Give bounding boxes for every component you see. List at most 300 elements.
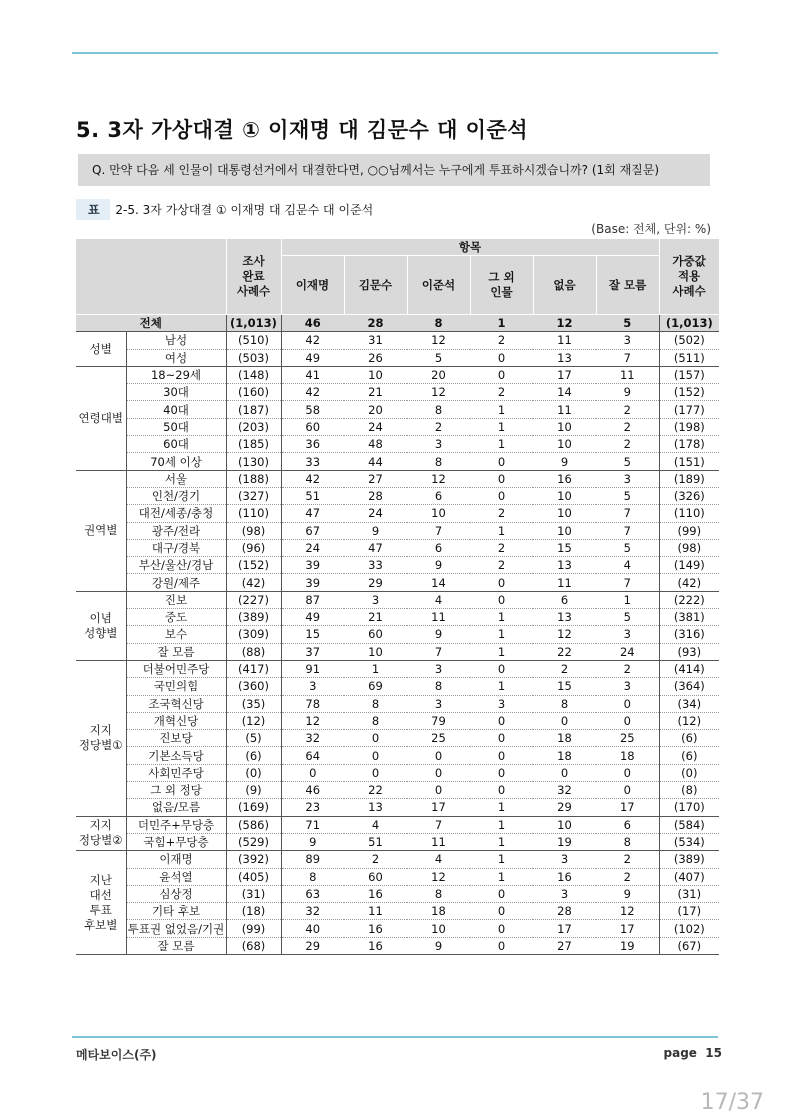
row-label: 40대 xyxy=(126,401,226,418)
percent-cell: 8 xyxy=(596,833,659,850)
percent-cell: 12 xyxy=(533,626,596,643)
percent-cell: 8 xyxy=(407,678,470,695)
weighted-count: (67) xyxy=(659,937,719,954)
group-label: 권역별 xyxy=(76,470,126,591)
row-label: 서울 xyxy=(126,470,226,487)
percent-cell: 24 xyxy=(281,539,344,556)
percent-cell: 0 xyxy=(470,903,533,920)
percent-cell: 10 xyxy=(533,436,596,453)
row-label: 50대 xyxy=(126,418,226,435)
table-row xyxy=(76,522,719,539)
percent-cell: 28 xyxy=(344,487,407,504)
sample-count: (5) xyxy=(226,730,281,747)
percent-cell: 28 xyxy=(533,903,596,920)
percent-cell: 8 xyxy=(407,885,470,902)
weighted-count: (98) xyxy=(659,539,719,556)
percent-cell: 0 xyxy=(470,470,533,487)
row-label: 여성 xyxy=(126,349,226,366)
percent-cell: 6 xyxy=(407,539,470,556)
percent-cell: 10 xyxy=(344,643,407,660)
percent-cell: 13 xyxy=(533,557,596,574)
sample-count: (188) xyxy=(226,470,281,487)
sample-count: (68) xyxy=(226,937,281,954)
percent-cell: 4 xyxy=(344,816,407,833)
percent-cell: 44 xyxy=(344,453,407,470)
header-col: 김문수 xyxy=(344,256,407,315)
total-value: 28 xyxy=(344,315,407,332)
percent-cell: 1 xyxy=(344,660,407,677)
sample-count: (360) xyxy=(226,678,281,695)
percent-cell: 2 xyxy=(596,401,659,418)
percent-cell: 8 xyxy=(344,712,407,729)
header-weighted xyxy=(659,239,719,315)
weighted-count: (110) xyxy=(659,505,719,522)
percent-cell: 15 xyxy=(281,626,344,643)
table-row xyxy=(76,678,719,695)
table-tag: 표 xyxy=(76,199,110,220)
table-row xyxy=(76,937,719,954)
percent-cell: 2 xyxy=(407,418,470,435)
weighted-count: (6) xyxy=(659,747,719,764)
top-divider xyxy=(72,52,718,54)
percent-cell: 0 xyxy=(281,764,344,781)
row-label: 중도 xyxy=(126,609,226,626)
percent-cell: 10 xyxy=(533,505,596,522)
percent-cell: 0 xyxy=(470,730,533,747)
percent-cell: 1 xyxy=(470,816,533,833)
percent-cell: 16 xyxy=(533,470,596,487)
percent-cell: 60 xyxy=(344,868,407,885)
percent-cell: 2 xyxy=(344,851,407,868)
row-label: 진보당 xyxy=(126,730,226,747)
table-row xyxy=(76,349,719,366)
weighted-count: (177) xyxy=(659,401,719,418)
total-value: 5 xyxy=(596,315,659,332)
sample-count: (88) xyxy=(226,643,281,660)
table-row xyxy=(76,868,719,885)
percent-cell: 5 xyxy=(596,609,659,626)
table-row xyxy=(76,660,719,677)
row-label: 잘 모름 xyxy=(126,937,226,954)
weighted-count: (149) xyxy=(659,557,719,574)
row-label: 기타 후보 xyxy=(126,903,226,920)
percent-cell: 10 xyxy=(533,418,596,435)
percent-cell: 60 xyxy=(344,626,407,643)
table-row xyxy=(76,851,719,868)
percent-cell: 1 xyxy=(470,436,533,453)
percent-cell: 8 xyxy=(533,695,596,712)
percent-cell: 12 xyxy=(407,470,470,487)
percent-cell: 1 xyxy=(470,401,533,418)
percent-cell: 17 xyxy=(533,366,596,383)
percent-cell: 2 xyxy=(470,332,533,349)
weighted-count: (99) xyxy=(659,522,719,539)
percent-cell: 3 xyxy=(596,470,659,487)
weighted-count: (17) xyxy=(659,903,719,920)
weighted-count: (502) xyxy=(659,332,719,349)
percent-cell: 4 xyxy=(407,591,470,608)
table-row xyxy=(76,453,719,470)
sample-count: (152) xyxy=(226,557,281,574)
table-row xyxy=(76,332,719,349)
weighted-count: (389) xyxy=(659,851,719,868)
group-label: 연령대별 xyxy=(76,366,126,470)
sample-count: (6) xyxy=(226,747,281,764)
header-sample-label: 조사 완료 사례수 xyxy=(236,254,271,298)
table-row xyxy=(76,366,719,383)
percent-cell: 4 xyxy=(407,851,470,868)
percent-cell: 58 xyxy=(281,401,344,418)
percent-cell: 2 xyxy=(470,505,533,522)
percent-cell: 3 xyxy=(533,885,596,902)
group-label: 이념 성향별 xyxy=(76,591,126,660)
percent-cell: 91 xyxy=(281,660,344,677)
percent-cell: 7 xyxy=(596,522,659,539)
percent-cell: 19 xyxy=(533,833,596,850)
table-row xyxy=(76,384,719,401)
percent-cell: 0 xyxy=(407,747,470,764)
percent-cell: 89 xyxy=(281,851,344,868)
percent-cell: 11 xyxy=(533,401,596,418)
weighted-count: (178) xyxy=(659,436,719,453)
percent-cell: 24 xyxy=(596,643,659,660)
header-items: 항목 xyxy=(281,239,659,256)
weighted-count: (584) xyxy=(659,816,719,833)
percent-cell: 12 xyxy=(281,712,344,729)
percent-cell: 32 xyxy=(533,782,596,799)
percent-cell: 1 xyxy=(470,609,533,626)
total-value: 46 xyxy=(281,315,344,332)
percent-cell: 7 xyxy=(407,816,470,833)
percent-cell: 0 xyxy=(344,764,407,781)
percent-cell: 20 xyxy=(407,366,470,383)
percent-cell: 2 xyxy=(596,868,659,885)
percent-cell: 9 xyxy=(407,557,470,574)
percent-cell: 29 xyxy=(344,574,407,591)
table-row xyxy=(76,920,719,937)
row-label: 심상정 xyxy=(126,885,226,902)
sample-count: (187) xyxy=(226,401,281,418)
row-label: 18~29세 xyxy=(126,366,226,383)
percent-cell: 87 xyxy=(281,591,344,608)
header-col: 잘 모름 xyxy=(596,256,659,315)
percent-cell: 13 xyxy=(533,349,596,366)
weighted-count: (198) xyxy=(659,418,719,435)
weighted-count: (316) xyxy=(659,626,719,643)
percent-cell: 0 xyxy=(407,782,470,799)
sample-count: (160) xyxy=(226,384,281,401)
percent-cell: 1 xyxy=(470,833,533,850)
row-label: 사회민주당 xyxy=(126,764,226,781)
percent-cell: 21 xyxy=(344,384,407,401)
row-label: 대전/세종/충청 xyxy=(126,505,226,522)
sample-count: (309) xyxy=(226,626,281,643)
percent-cell: 13 xyxy=(533,609,596,626)
row-label: 60대 xyxy=(126,436,226,453)
table-row xyxy=(76,626,719,643)
percent-cell: 10 xyxy=(533,522,596,539)
header-col: 이재명 xyxy=(281,256,344,315)
percent-cell: 0 xyxy=(470,920,533,937)
total-weighted-count: (1,013) xyxy=(659,315,719,332)
percent-cell: 2 xyxy=(596,851,659,868)
percent-cell: 1 xyxy=(470,522,533,539)
weighted-count: (381) xyxy=(659,609,719,626)
percent-cell: 42 xyxy=(281,470,344,487)
table-row xyxy=(76,816,719,833)
weighted-count: (326) xyxy=(659,487,719,504)
row-label: 국민의힘 xyxy=(126,678,226,695)
percent-cell: 7 xyxy=(596,574,659,591)
sample-count: (9) xyxy=(226,782,281,799)
sample-count: (130) xyxy=(226,453,281,470)
percent-cell: 60 xyxy=(281,418,344,435)
percent-cell: 3 xyxy=(344,591,407,608)
sample-count: (392) xyxy=(226,851,281,868)
percent-cell: 0 xyxy=(344,747,407,764)
sample-count: (99) xyxy=(226,920,281,937)
percent-cell: 0 xyxy=(470,937,533,954)
percent-cell: 78 xyxy=(281,695,344,712)
table-number: 2-5. xyxy=(115,203,139,217)
percent-cell: 49 xyxy=(281,609,344,626)
percent-cell: 8 xyxy=(281,868,344,885)
table-row xyxy=(76,833,719,850)
percent-cell: 41 xyxy=(281,366,344,383)
sample-count: (185) xyxy=(226,436,281,453)
percent-cell: 10 xyxy=(407,920,470,937)
table-row xyxy=(76,401,719,418)
row-label: 70세 이상 xyxy=(126,453,226,470)
percent-cell: 26 xyxy=(344,349,407,366)
percent-cell: 0 xyxy=(470,712,533,729)
percent-cell: 47 xyxy=(281,505,344,522)
percent-cell: 16 xyxy=(344,920,407,937)
percent-cell: 18 xyxy=(533,730,596,747)
sample-count: (529) xyxy=(226,833,281,850)
percent-cell: 0 xyxy=(470,349,533,366)
percent-cell: 3 xyxy=(407,695,470,712)
percent-cell: 22 xyxy=(344,782,407,799)
percent-cell: 17 xyxy=(533,920,596,937)
percent-cell: 33 xyxy=(344,557,407,574)
percent-cell: 9 xyxy=(407,626,470,643)
percent-cell: 24 xyxy=(344,418,407,435)
row-label: 진보 xyxy=(126,591,226,608)
percent-cell: 7 xyxy=(596,505,659,522)
weighted-count: (414) xyxy=(659,660,719,677)
weighted-count: (102) xyxy=(659,920,719,937)
sample-count: (0) xyxy=(226,764,281,781)
percent-cell: 11 xyxy=(533,332,596,349)
percent-cell: 0 xyxy=(533,712,596,729)
total-value: 12 xyxy=(533,315,596,332)
sample-count: (405) xyxy=(226,868,281,885)
table-row xyxy=(76,643,719,660)
header-col: 없음 xyxy=(533,256,596,315)
table-row xyxy=(76,747,719,764)
weighted-count: (222) xyxy=(659,591,719,608)
percent-cell: 0 xyxy=(533,764,596,781)
question-box: Q. 만약 다음 세 인물이 대통령선거에서 대결한다면, ○○님께서는 누구에게 투표하시겠습니까? (1회 재질문) xyxy=(78,154,710,186)
percent-cell: 71 xyxy=(281,816,344,833)
table-row xyxy=(76,885,719,902)
total-sample-count: (1,013) xyxy=(226,315,281,332)
table-row xyxy=(76,712,719,729)
percent-cell: 9 xyxy=(596,384,659,401)
percent-cell: 0 xyxy=(407,764,470,781)
sample-count: (503) xyxy=(226,349,281,366)
row-label: 없음/모름 xyxy=(126,799,226,816)
percent-cell: 0 xyxy=(470,885,533,902)
row-label: 더불어민주당 xyxy=(126,660,226,677)
percent-cell: 29 xyxy=(281,937,344,954)
weighted-count: (34) xyxy=(659,695,719,712)
table-row xyxy=(76,782,719,799)
total-label: 전체 xyxy=(76,315,226,332)
table-row xyxy=(76,695,719,712)
table-row xyxy=(76,903,719,920)
footer-company: 메타보이스(주) xyxy=(76,1048,157,1062)
weighted-count: (12) xyxy=(659,712,719,729)
percent-cell: 16 xyxy=(344,937,407,954)
row-label: 인천/경기 xyxy=(126,487,226,504)
table-row xyxy=(76,557,719,574)
percent-cell: 3 xyxy=(596,332,659,349)
percent-cell: 3 xyxy=(407,660,470,677)
percent-cell: 0 xyxy=(470,487,533,504)
percent-cell: 18 xyxy=(407,903,470,920)
percent-cell: 33 xyxy=(281,453,344,470)
percent-cell: 37 xyxy=(281,643,344,660)
group-label: 지난 대선 투표 후보별 xyxy=(76,851,126,955)
percent-cell: 0 xyxy=(470,747,533,764)
percent-cell: 51 xyxy=(281,487,344,504)
percent-cell: 3 xyxy=(596,678,659,695)
percent-cell: 49 xyxy=(281,349,344,366)
percent-cell: 0 xyxy=(596,695,659,712)
sample-count: (389) xyxy=(226,609,281,626)
row-label: 강원/제주 xyxy=(126,574,226,591)
percent-cell: 19 xyxy=(596,937,659,954)
table-row xyxy=(76,591,719,608)
sample-count: (510) xyxy=(226,332,281,349)
group-label: 성별 xyxy=(76,332,126,367)
percent-cell: 16 xyxy=(344,885,407,902)
total-row xyxy=(76,315,719,332)
percent-cell: 9 xyxy=(596,885,659,902)
row-label: 이재명 xyxy=(126,851,226,868)
header-weighted-label: 가중값 적용 사례수 xyxy=(672,254,706,298)
percent-cell: 6 xyxy=(533,591,596,608)
percent-cell: 0 xyxy=(470,453,533,470)
sample-count: (203) xyxy=(226,418,281,435)
row-label: 조국혁신당 xyxy=(126,695,226,712)
weighted-count: (511) xyxy=(659,349,719,366)
table-row xyxy=(76,487,719,504)
percent-cell: 69 xyxy=(344,678,407,695)
percent-cell: 39 xyxy=(281,574,344,591)
percent-cell: 1 xyxy=(470,851,533,868)
percent-cell: 10 xyxy=(533,816,596,833)
percent-cell: 11 xyxy=(407,833,470,850)
row-label: 부산/울산/경남 xyxy=(126,557,226,574)
weighted-count: (157) xyxy=(659,366,719,383)
sample-count: (42) xyxy=(226,574,281,591)
percent-cell: 11 xyxy=(596,366,659,383)
row-label: 광주/전라 xyxy=(126,522,226,539)
table-row xyxy=(76,436,719,453)
percent-cell: 10 xyxy=(344,366,407,383)
percent-cell: 7 xyxy=(407,643,470,660)
row-label: 잘 모름 xyxy=(126,643,226,660)
row-label: 개혁신당 xyxy=(126,712,226,729)
percent-cell: 0 xyxy=(596,782,659,799)
percent-cell: 2 xyxy=(470,539,533,556)
percent-cell: 67 xyxy=(281,522,344,539)
percent-cell: 7 xyxy=(596,349,659,366)
percent-cell: 9 xyxy=(344,522,407,539)
percent-cell: 1 xyxy=(470,418,533,435)
percent-cell: 15 xyxy=(533,539,596,556)
sample-count: (18) xyxy=(226,903,281,920)
percent-cell: 7 xyxy=(407,522,470,539)
total-value: 8 xyxy=(407,315,470,332)
percent-cell: 24 xyxy=(344,505,407,522)
percent-cell: 2 xyxy=(596,436,659,453)
weighted-count: (170) xyxy=(659,799,719,816)
percent-cell: 16 xyxy=(533,868,596,885)
percent-cell: 0 xyxy=(470,782,533,799)
weighted-count: (534) xyxy=(659,833,719,850)
percent-cell: 47 xyxy=(344,539,407,556)
percent-cell: 17 xyxy=(596,799,659,816)
sample-count: (98) xyxy=(226,522,281,539)
percent-cell: 64 xyxy=(281,747,344,764)
percent-cell: 25 xyxy=(407,730,470,747)
percent-cell: 27 xyxy=(344,470,407,487)
percent-cell: 9 xyxy=(407,937,470,954)
header-blank xyxy=(76,239,226,315)
row-label: 대구/경북 xyxy=(126,539,226,556)
percent-cell: 2 xyxy=(533,660,596,677)
percent-cell: 0 xyxy=(344,730,407,747)
table-row xyxy=(76,574,719,591)
weighted-count: (6) xyxy=(659,730,719,747)
percent-cell: 5 xyxy=(596,487,659,504)
row-label: 남성 xyxy=(126,332,226,349)
sample-count: (96) xyxy=(226,539,281,556)
row-label: 보수 xyxy=(126,626,226,643)
percent-cell: 18 xyxy=(533,747,596,764)
table-row xyxy=(76,539,719,556)
percent-cell: 13 xyxy=(344,799,407,816)
percent-cell: 12 xyxy=(596,903,659,920)
table-row xyxy=(76,730,719,747)
percent-cell: 2 xyxy=(596,418,659,435)
header-sample xyxy=(226,239,281,315)
percent-cell: 12 xyxy=(407,332,470,349)
row-label: 그 외 정당 xyxy=(126,782,226,799)
percent-cell: 31 xyxy=(344,332,407,349)
percent-cell: 63 xyxy=(281,885,344,902)
percent-cell: 0 xyxy=(470,660,533,677)
percent-cell: 29 xyxy=(533,799,596,816)
percent-cell: 36 xyxy=(281,436,344,453)
group-label: 지지 정당별② xyxy=(76,816,126,851)
row-label: 국힘+무당층 xyxy=(126,833,226,850)
percent-cell: 1 xyxy=(596,591,659,608)
